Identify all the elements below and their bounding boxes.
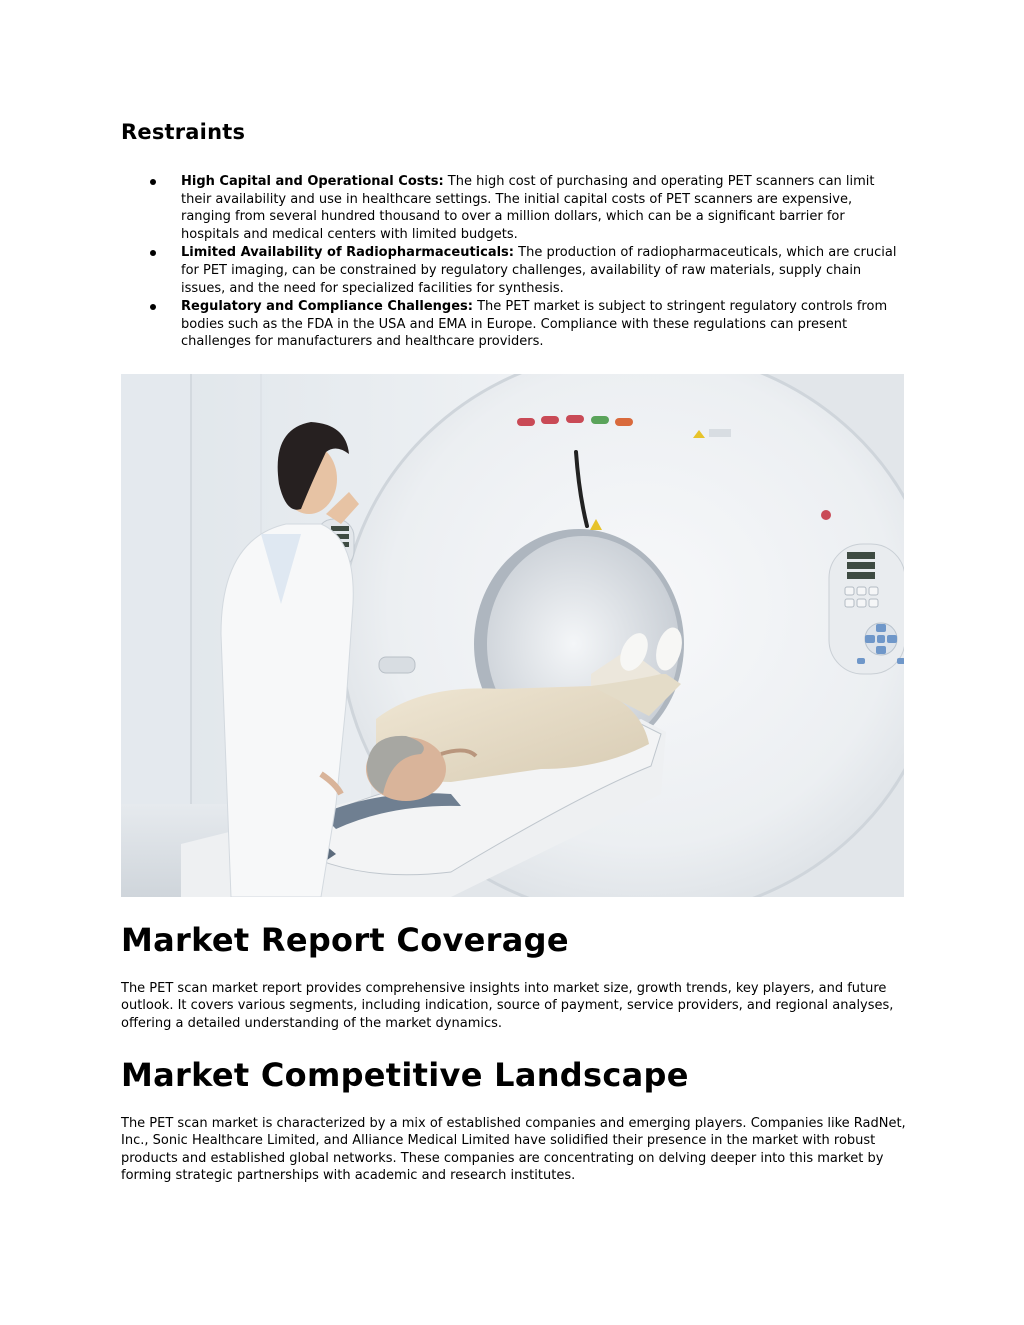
- pet-scanner-photo: [121, 374, 904, 897]
- list-item: [121, 173, 905, 243]
- restraints-heading: Restraints: [121, 120, 246, 144]
- bullet-icon: [150, 304, 156, 310]
- item-title: Limited Availability of Radiopharmaceuticals:: [181, 245, 514, 261]
- landscape-heading: Market Competitive Landscape: [121, 1056, 689, 1094]
- item-text: The high cost of purchasing and operating PET scanners can limit their availability and use in healthcare settings. The initial capital costs of PET scanners are expensive, ranging from several hundred thousand to over a million dollars, which can be a significant barrier for hospitals and medical centers with limited budgets.: [181, 174, 875, 242]
- item-text: The production of radiopharmaceuticals, which are crucial for PET imaging, can be constrained by regulatory challenges, availability of raw materials, supply chain issues, and the need for specialized facilities for synthesis.: [181, 245, 897, 296]
- list-item: [121, 244, 905, 297]
- bullet-icon: [150, 250, 156, 256]
- item-text: The PET market is subject to stringent regulatory controls from bodies such as the FDA in the USA and EMA in Europe. Compliance with these regulations can present challenges for manufacturers and healthcare providers.: [181, 299, 888, 350]
- list-item: [121, 298, 905, 351]
- coverage-heading: Market Report Coverage: [121, 921, 569, 959]
- bullet-icon: [150, 179, 156, 185]
- item-title: High Capital and Operational Costs:: [181, 174, 444, 189]
- landscape-paragraph: The PET scan market is characterized by a mix of established companies and emerging players. Companies like RadNet, Inc., Sonic Healthcare Limited, and Alliance Medical Limited have solidified their presence in the market with robust products and established global networks. These companies are concentrating on delving deeper into this market by forming strategic partnerships with academic and research institutes.: [121, 1116, 906, 1184]
- restraints-list: [121, 173, 905, 352]
- coverage-paragraph: The PET scan market report provides comprehensive insights into market size, growth trends, key players, and future outlook. It covers various segments, including indication, source of payment, service providers, and regional analyses, offering a detailed understanding of the market dynamics.: [121, 981, 894, 1031]
- item-title: Regulatory and Compliance Challenges:: [181, 299, 473, 315]
